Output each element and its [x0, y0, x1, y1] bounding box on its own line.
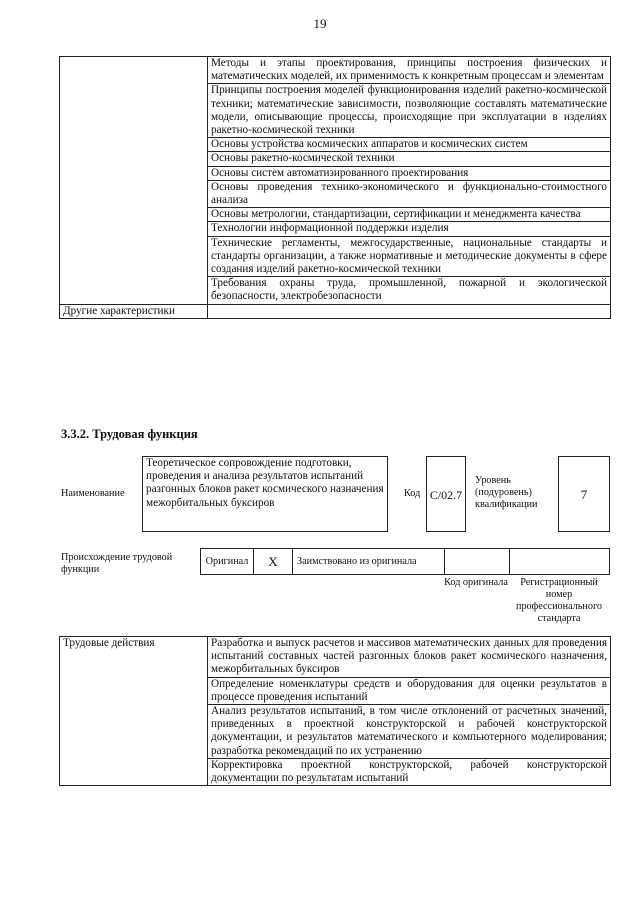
- action-row: Корректировка проектной конструкторской, рабочей конструкторской документации по результатам испытаний: [208, 758, 611, 785]
- reg-number-cell: [510, 549, 609, 574]
- page-number: 19: [313, 16, 327, 31]
- function-name-box: [142, 456, 388, 532]
- knowledge-row: Методы и этапы проектирования, принципы построения физических и математических моделей, их применимость к конкретным процессам и элементам: [208, 57, 611, 84]
- code-label: Код: [404, 488, 421, 499]
- level-box: [558, 456, 610, 532]
- action-row: Анализ результатов испытаний, в том числе отклонений от расчетных значений, приведенных в проектной конструкторской и рабочей конструкторской документации, и результатов математического и компьютерного моделирования; разработка рекомендаций по их устранению: [208, 705, 611, 759]
- knowledge-row: Основы устройства космических аппаратов и космических систем: [208, 138, 611, 152]
- section-title: 3.3.2. Трудовая функция: [61, 427, 198, 441]
- knowledge-left-cell: [60, 57, 208, 305]
- knowledge-row: Принципы построения моделей функционирования изделий ракетно-космической техники; математические зависимости, позволяющие составлять математические модели, описывающие процессы, происходящие при эксплуатации в изделиях ракетно-космической техники: [208, 84, 611, 138]
- original-label: Оригинал: [201, 549, 254, 574]
- action-row: Определение номенклатуры средств и оборудования для оценки результатов в процессе проведения испытаний: [208, 677, 611, 704]
- original-code-cell: [445, 549, 510, 574]
- reg-number-caption: Регистрационный номер профессионального стандарта: [516, 577, 602, 624]
- action-row: Разработка и выпуск расчетов и массивов математических данных для проведения испытаний составных частей разгонных блоков ракет космического назначения, межорбитальных буксиров: [208, 637, 611, 678]
- original-mark: X: [254, 549, 293, 574]
- name-label: Наименование: [61, 488, 125, 499]
- function-name-value: Теоретическое сопровождение подготовки, проведения и анализа результатов испытаний разгонных блоков ракет космического назначения межорбитальных буксиров: [146, 457, 384, 509]
- knowledge-row: Основы проведения технико-экономического и функционально-стоимостного анализа: [208, 180, 611, 207]
- other-characteristics-value: [208, 304, 611, 318]
- knowledge-row: Технические регламенты, межгосударственные, национальные стандарты и стандарты организации, а также нормативные и методические документы в сфере создания изделий ракетно-космической техники: [208, 236, 611, 277]
- knowledge-table: [59, 56, 611, 319]
- code-value: С/02.7: [429, 488, 463, 502]
- other-characteristics-label: Другие характеристики: [60, 304, 208, 318]
- knowledge-row: Основы систем автоматизированного проектирования: [208, 166, 611, 180]
- borrowed-label: Заимствовано из оригинала: [293, 549, 445, 574]
- actions-label: Трудовые действия: [60, 637, 208, 786]
- origin-label: Происхождение трудовой функции: [61, 552, 173, 575]
- actions-table: [59, 636, 611, 786]
- level-value: 7: [580, 487, 588, 502]
- origin-row: [200, 548, 610, 575]
- code-original-caption: Код оригинала: [444, 577, 508, 588]
- code-box: [426, 456, 466, 532]
- knowledge-row: Основы метрологии, стандартизации, сертификации и менеджмента качества: [208, 208, 611, 222]
- knowledge-row: Технологии информационной поддержки изделия: [208, 222, 611, 236]
- knowledge-row: Основы ракетно-космической техники: [208, 152, 611, 166]
- knowledge-row: Требования охраны труда, промышленной, пожарной и экологической безопасности, электробезопасности: [208, 277, 611, 304]
- level-label: Уровень (подуровень) квалификации: [475, 475, 538, 510]
